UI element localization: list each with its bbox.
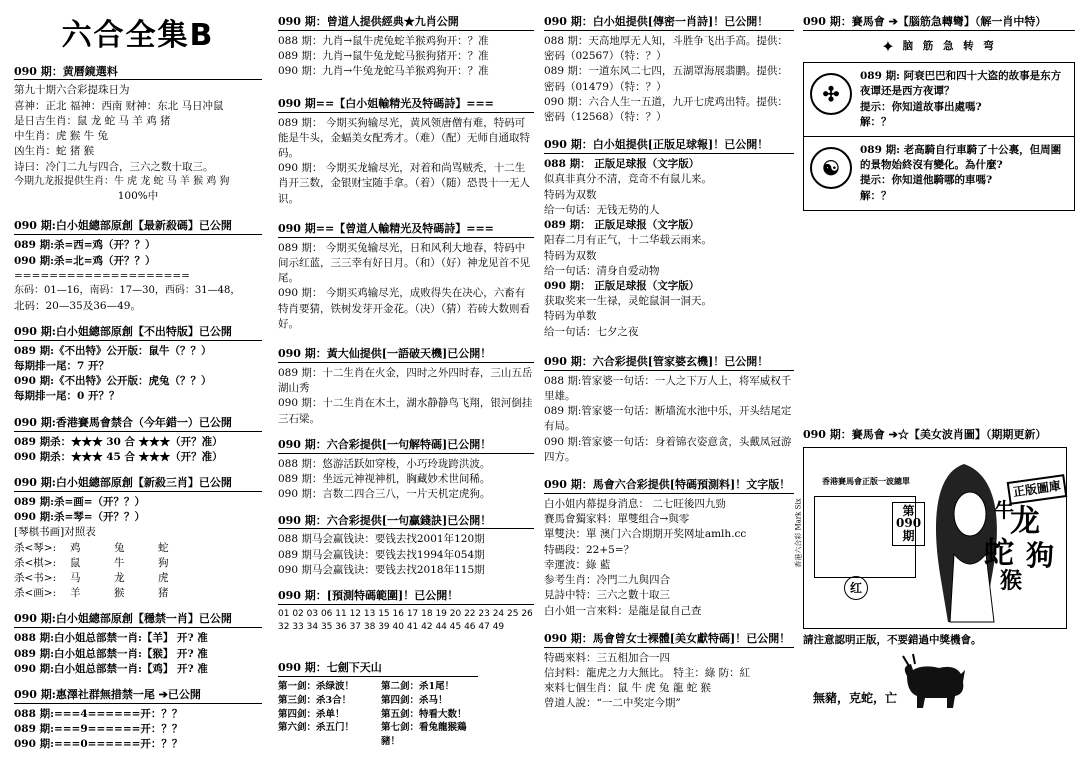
- range-line: 01 02 03 06 11 12 13 15 16 17 18 19 20 22 23 24 25 26: [278, 609, 533, 620]
- secret-poem-section: [544, 14, 794, 125]
- sword-item: 第四剑：杀马！: [381, 694, 448, 706]
- question-text: 089 期: 阿衰巴巴和四十大盗的故事是东方夜谭还是西方夜谭？: [860, 70, 1062, 98]
- no-special-line: 每期排一尾：7 开？: [14, 359, 109, 372]
- forbid-one-line: 090 期:白小姐总部禁一肖:【鸡】 开? 准: [14, 662, 208, 675]
- kill-three-line: 090 期:杀=琴=（开？？）: [14, 511, 146, 524]
- almanac-line: 凶生肖：蛇 猪 猴: [14, 145, 95, 158]
- football-line: 089 期： 正版足球报（文字版）: [544, 219, 700, 232]
- beauty-code-line: 來料七個生肖：鼠 牛 虎 兔 龍 蛇 猴: [544, 682, 712, 695]
- table-cell: 龙: [114, 572, 125, 584]
- hint-text: 提示：你知道故事出處嗎?: [860, 100, 982, 113]
- nine-zodiac-line: 088 期：九肖→鼠牛虎兔蛇羊猴鸡狗开：？准: [278, 34, 489, 47]
- zeng-poem-section: [278, 221, 534, 332]
- beauty-poster-image: [794, 447, 1067, 629]
- column-3: [544, 0, 794, 763]
- sword-item: 第五剑：特看大数！: [381, 708, 467, 720]
- housekeeper-line: 090 期:管家婆一句话：身着锦衣姿意贪，头戴凤冠游四方。: [544, 435, 792, 463]
- brain-title: 脑 筋 急 转 弯: [902, 39, 997, 52]
- secret-poem-line: 089 期：一道东风二七四，五湖罩海展翡鹏。提供：密码（01479）（特：？）: [544, 65, 788, 93]
- win-tip-line: 088 期马会赢钱诀：要钱去找2001年120期: [278, 533, 485, 546]
- answer-text: 解：？: [860, 115, 892, 128]
- no-special-section: [14, 324, 262, 405]
- table-cell: 猪: [158, 587, 169, 600]
- brain-question-2: [804, 137, 1074, 210]
- issue-suffix: 期: [902, 529, 915, 543]
- almanac-line: 今期九龙报提供生肖：牛 虎 龙 蛇 马 羊 猴 鸡 狗: [14, 175, 230, 187]
- footer-clue: 無豬，克蛇，亡: [813, 691, 898, 705]
- football-line: 特码为双数: [544, 249, 597, 262]
- brain-question-1: [804, 63, 1074, 137]
- almanac-line: 中生肖：虎 猴 牛 兔: [14, 130, 109, 143]
- football-line: 090 期： 正版足球报（文字版）: [544, 279, 700, 292]
- beauty-code-header: 090 期：馬會曾女士裸體[美女獻特碼]！已公開！: [544, 631, 794, 648]
- answer-text: 解：？: [860, 189, 892, 202]
- table-cell: 狗: [158, 556, 169, 569]
- sword-item: 第七剑：看兔龍猴鶏豬！: [381, 722, 467, 748]
- seven-swords-grid: [278, 680, 478, 749]
- forbid-tail-line: 088 期:===4======开：？？: [14, 707, 183, 720]
- almanac-line: 诗曰：冷门二九与四合，三六之数十取三。: [14, 160, 214, 173]
- column-2: [278, 0, 534, 763]
- kill-code-section: [14, 218, 262, 313]
- forbid-one-header: 090 期:白小姐總部原創【穩禁一肖】已公開: [14, 611, 262, 628]
- nine-zodiac-line: 089 期：九肖→鼠牛兔龙蛇马猴狗猪开：？准: [278, 50, 489, 63]
- poster-banner: 香港賽馬會正版一波總單: [822, 475, 910, 486]
- prediction-line: 幸運波：綠 藍: [544, 558, 611, 571]
- housekeeper-line: 088 期:管家婆一句话：一人之下万人上，将军威权千里雄。: [544, 374, 792, 402]
- kill-three-header: 090 期:白小姐總部原創【新殺三肖】已公開: [14, 475, 262, 492]
- win-tip-line: 090 期马会赢钱诀：要钱去找2018年115期: [278, 563, 485, 576]
- table-cell: 杀<画>:: [14, 587, 57, 600]
- almanac-line: 第九十期六合彩提珠日为: [14, 84, 130, 97]
- football-line: 特码为双数: [544, 188, 597, 201]
- football-section: [544, 137, 794, 340]
- zodiac-dog: 狗: [1026, 538, 1055, 572]
- seven-swords-section: [278, 660, 478, 749]
- prediction-line: 参考生肖：冷門二九與四合: [544, 574, 670, 587]
- beauty-code-section: [544, 631, 794, 712]
- no-special-header: 090 期:白小姐總部原創【不出特版】已公開: [14, 324, 262, 341]
- prediction-line: 白小姐内幕提身消息： 二七旺後四九勁: [544, 498, 726, 510]
- housekeeper-section: [544, 354, 794, 465]
- forbidden-combo-header: 090 期:香港賽馬會禁合（今年錯一）已公開: [14, 415, 262, 432]
- issue-label: 第: [902, 503, 915, 518]
- zodiac-dragon: 龙: [1010, 503, 1040, 539]
- kill-code-line: 089 期:杀=西=鸡（开？？）: [14, 239, 156, 252]
- beauty-poster-header: 090 期：賽馬會 ➔☆【美女波肖圖】（期期更新）: [803, 427, 1047, 441]
- explain-line: 089 期：坐远元神视神机，胸藏妙术世间稀。: [278, 473, 491, 486]
- forbid-tail-line: 089 期:===9======开：？？: [14, 723, 183, 736]
- huang-section: [278, 346, 534, 427]
- prediction-line: 白小姐一言來料：是龍是鼠自己查: [544, 604, 702, 617]
- huang-line: 090 期：十二生肖在木土，湖水静静鸟飞翔，银河倒挂三石梁。: [278, 397, 533, 425]
- beauty-code-line: 特碼來料：三五相加合一四: [544, 651, 670, 664]
- football-line: 获取奖来一生禄，灵蛇鼠洞一洞天。: [544, 295, 712, 308]
- football-line: 给一句话：七夕之夜: [544, 325, 639, 338]
- almanac-line: 喜神：正北 福神：西南 财神：东北 马日冲鼠: [14, 99, 224, 112]
- prediction-line: 賽馬會獨家料：單雙组合→與零: [544, 513, 690, 526]
- hint-text: 提示：你知道他騎哪的車嗎?: [860, 174, 993, 187]
- table-cell: 鼠: [70, 556, 81, 569]
- ox-illustration-icon: [899, 652, 967, 710]
- prediction-line: 見詩中特：三六之數十取三: [544, 589, 670, 602]
- zeng-poem-line: 089 期： 今期买兔输尽光，日和风利大地春，特码中间示红蓝，三三幸有好日月。（和）（好）神龙见首不见尾。: [278, 241, 530, 285]
- almanac-line: 是日吉生肖：鼠 龙 蛇 马 羊 鸡 猪: [14, 114, 171, 127]
- beauty-code-line: 曾道人說：“一二中奖定今期”: [544, 697, 681, 710]
- issue-badge: [892, 502, 925, 546]
- no-special-line: 089 期:《不出特》公开版：鼠牛（？？）: [14, 344, 212, 357]
- table-cell: 马: [70, 572, 81, 584]
- poster-stamp: 正版圖庫: [1007, 474, 1068, 505]
- football-line: 阳春二月有正气，十二华载云雨来。: [544, 234, 712, 247]
- prediction-section: [544, 477, 794, 619]
- almanac-header: 090 期：黄曆鏡選料: [14, 64, 262, 81]
- forbidden-combo-section: [14, 415, 262, 465]
- column-1: [14, 0, 262, 763]
- kill-three-section: [14, 475, 262, 601]
- table-cell: 杀<棋>:: [14, 556, 57, 569]
- table-cell: 牛: [114, 556, 125, 569]
- notice-text: 請注意認明正版，不要錯過中獎機會。: [803, 633, 982, 646]
- football-line: 似真非真分不清，竞奇不有鼠儿来。: [544, 173, 712, 186]
- housekeeper-header: 090 期：六合彩提供[管家婆玄機]！已公開！: [544, 354, 794, 371]
- seven-swords-header: 090 期：七劍下天山: [278, 660, 478, 677]
- table-cell: 杀<琴>:: [14, 541, 57, 554]
- prediction-line: 特碼段：22+5=？: [544, 543, 635, 556]
- bai-poem-header: 090 期==【白小姐輸精光及特碼詩】===: [278, 96, 534, 113]
- table-cell: 羊: [70, 587, 81, 600]
- football-line: 088 期： 正版足球报（文字版）: [544, 158, 700, 171]
- red-wave-badge: 红: [844, 576, 868, 600]
- explain-header: 090 期：六合彩提供[一句解特碼]已公開！: [278, 437, 534, 454]
- range-section: [278, 588, 534, 634]
- zodiac-monkey: 猴: [1000, 567, 1023, 594]
- sword-item: 第三剑：杀3合！: [278, 694, 352, 706]
- fortune-symbol-icon: ✣: [810, 73, 852, 115]
- forbid-tail-section: [14, 687, 262, 753]
- secret-poem-header: 090 期：白小姐提供[傳密一肖詩]！已公開！: [544, 14, 794, 31]
- question-text: 089 期: 老高騎自行車騎了十公裏，但周圍的景物始終沒有變化。為什麼?: [860, 144, 1062, 172]
- brain-logo-icon: ✦: [881, 36, 895, 56]
- table-cell: 蛇: [158, 541, 169, 554]
- zodiac-snake: 蛇: [984, 535, 1014, 571]
- forbid-one-line: 089 期:白小姐总部禁一肖:【猴】 开? 准: [14, 647, 208, 660]
- forbidden-combo-line: 089 期杀：★★★ 30 合 ★★★（开？准）: [14, 435, 223, 448]
- zodiac-ox: 牛: [994, 497, 1014, 522]
- prediction-header: 090 期：馬會六合彩提供[特碼預測料]！文字版！: [544, 477, 794, 494]
- range-line: 32 33 34 35 36 37 38 39 40 41 42 44 45 46 47 49: [278, 622, 505, 633]
- nine-zodiac-header: 090 期：曾道人提供經典★九肖公開: [278, 14, 534, 31]
- nine-zodiac-section: [278, 14, 534, 80]
- forbid-one-section: [14, 611, 262, 677]
- lookup-table: [14, 541, 262, 602]
- almanac-note: 100%中: [117, 190, 159, 203]
- sword-item: 第二剑：杀1尾！: [381, 681, 455, 693]
- brain-teaser-header: 090 期：賽馬會 ➔【腦筋急轉彎】（解一肖中特）: [803, 14, 1075, 31]
- table-cell: 兔: [114, 541, 125, 554]
- column-4: [794, 0, 1075, 763]
- housekeeper-line: 089 期:管家婆一句话：断墙流水池中乐，开头结尾定有局。: [544, 405, 792, 433]
- football-line: 给一句话：无钱无势的人: [544, 203, 660, 216]
- page-title: 六合全集B: [61, 18, 215, 53]
- poster-left-edge: 香港六合彩 Mark Six: [794, 498, 803, 568]
- table-cell: 鸡: [70, 541, 81, 554]
- nine-zodiac-line: 090 期：九肖→牛兔龙蛇马羊猴鸡狗开：？准: [278, 65, 489, 78]
- secret-poem-line: 088 期：天高地厚无人知，斗胜争飞出手高。提供：密码（02567）（特：？）: [544, 34, 788, 63]
- explain-line: 088 期：悠游活跃如穿梭，小巧玲珑跨洪波。: [278, 457, 491, 470]
- secret-poem-line: 090 期：六合人生一五道，九开七虎鸡出特。提供：密码（12568）（特：？）: [544, 95, 788, 124]
- football-line: 特码为单数: [544, 310, 597, 323]
- yin-yang-icon: ☯: [810, 147, 852, 189]
- almanac-section: [14, 64, 262, 205]
- explain-line: 090 期：言数二四合三八，一片天机定虎狗。: [278, 488, 491, 501]
- kill-code-line: 东码：01—16，南码：17—30，西码：31—48，: [14, 285, 241, 297]
- kill-code-line: 北码：20—35及36—49。: [14, 299, 141, 312]
- lookup-table-header: [琴棋书画]对照表: [14, 526, 96, 539]
- table-cell: 猴: [114, 587, 125, 600]
- win-tip-section: [278, 513, 534, 579]
- brain-teaser-section: [803, 14, 1075, 211]
- no-special-line: 每期排一尾：0 开？？: [14, 390, 120, 403]
- brain-title-row: [803, 35, 1075, 58]
- win-tip-header: 090 期：六合彩提供[一句贏錢訣]已公開！: [278, 513, 534, 530]
- kill-code-line: ====================: [14, 269, 190, 282]
- zeng-poem-header: 090 期==【曾道人輸精光及特碼詩】===: [278, 221, 534, 238]
- no-special-line: 090 期:《不出特》公开版：虎兔（？？）: [14, 375, 212, 388]
- brain-box: [803, 62, 1075, 211]
- prediction-line: 單雙決：單 澳门六合期期开奖网址amlh.cc: [544, 528, 747, 541]
- forbid-one-line: 088 期:白小姐总部禁一肖:【羊】 开? 准: [14, 632, 208, 645]
- football-line: 给一句话：清身自爱动物: [544, 264, 660, 277]
- beauty-poster-section: [794, 427, 1075, 648]
- kill-three-line: 089 期:杀=画=（开？？）: [14, 495, 146, 508]
- zeng-poem-line: 090 期： 今期买鸡输尽光，成败得失在决心，六畜有特肖要猜，铁树发芽开金花。（决）（猜）若砖大数则看好。: [278, 287, 530, 330]
- forbidden-combo-line: 090 期杀：★★★ 45 合 ★★★（开？准）: [14, 450, 223, 463]
- range-header: 090 期：[預測特碼範圍]！已公開！: [278, 588, 534, 605]
- kill-code-header: 090 期:白小姐總部原創【最新殺碼】已公開: [14, 218, 262, 235]
- bai-poem-section: [278, 96, 534, 207]
- huang-header: 090 期：黃大仙提供[一語破天機]已公開！: [278, 346, 534, 363]
- football-header: 090 期：白小姐提供[正版足球報]！已公開！: [544, 137, 794, 154]
- bai-poem-line: 090 期： 今期买龙输尽光，对着和尚骂贼秃，十二生肖开三数，金银财宝随手拿。（着）（随）恐畏十一无人识。: [278, 162, 530, 205]
- sword-item: 第四剑：杀单！: [278, 708, 345, 720]
- sword-item: 第一剑：杀绿波！: [278, 681, 355, 693]
- sword-item: 第六剑：杀五门！: [278, 722, 355, 734]
- bai-poem-line: 089 期： 今期买狗输尽光，黄风领唐僧有难，特码可能是牛头，金蝠美女配秀才。（难）（配）无师自通取特码。: [278, 116, 530, 159]
- issue-number: 090: [896, 516, 922, 531]
- huang-line: 089 期：十二生肖在火金，四时之外四时春，三山五岳湖山秀: [278, 367, 533, 395]
- win-tip-line: 089 期马会赢钱诀：要钱去找1994年054期: [278, 548, 485, 561]
- forbid-tail-header: 090 期:惠澤社群無措禁一尾 ➔已公開: [14, 687, 262, 704]
- table-cell: 虎: [158, 572, 169, 584]
- explain-section: [278, 437, 534, 503]
- table-cell: 杀<书>:: [14, 572, 57, 584]
- forbid-tail-line: 090 期:===0======开：？？: [14, 738, 183, 751]
- kill-code-line: 090 期:杀=北=鸡（开？？）: [14, 254, 156, 267]
- beauty-code-line: 信封料：龍虎之力大無比。 特主：綠 防：紅: [544, 666, 751, 679]
